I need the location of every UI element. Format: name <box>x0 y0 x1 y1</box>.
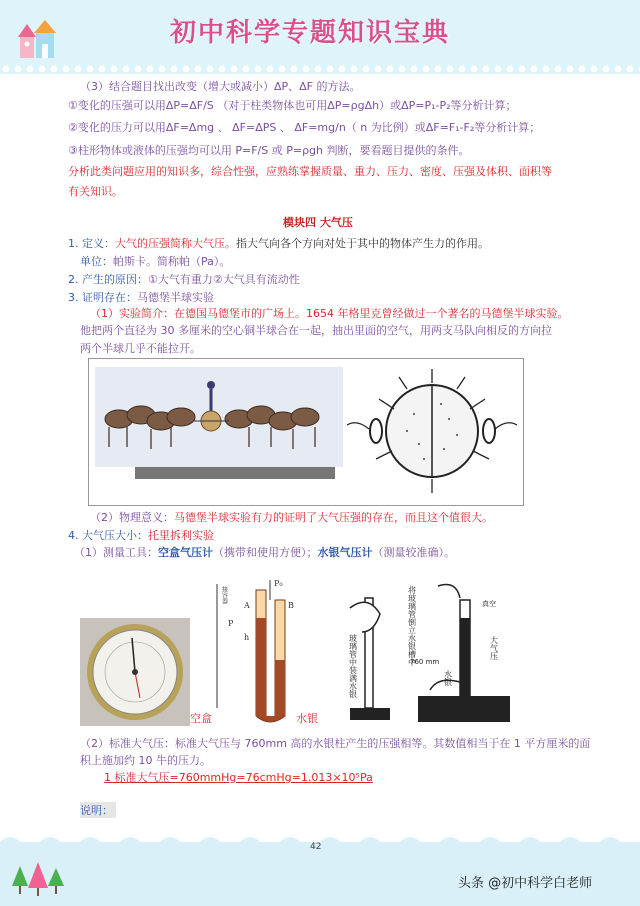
tool-line <box>74 545 455 561</box>
aneroid-label: 空盒 <box>190 712 212 725</box>
text-line: ①变化的压强可以用ΔP=ΔF/S （对于柱类物体也可用ΔP=ρgΔh）或ΔP=P₁-P₂等分析计算； <box>68 99 517 112</box>
text: ①大气有重力②大气具有流动性 <box>148 273 300 286</box>
text-line: 分析此类问题应用的知识多，综合性强，应熟练掌握质量、重力、压力、密度、压强及体积、面积等 <box>68 165 552 178</box>
page-number: 42 <box>310 842 322 852</box>
text: 大气的压强简称大气压。 <box>115 237 236 250</box>
barometer-figure <box>80 578 535 728</box>
house-logo-icon <box>14 14 62 64</box>
proof-line <box>68 290 214 306</box>
magdeburg-figure <box>88 358 524 506</box>
pour-label: 将玻璃管倒立水银槽中 <box>407 586 417 666</box>
mercury-label: 水银 <box>443 670 453 686</box>
text-line: ③柱形物体或液体的压强均可以用 P=F/S 或 P=ρgh 判断，要看题目提供的条件。 <box>68 144 470 157</box>
label: 1. 定义： <box>68 237 115 250</box>
vacuum-label: 真空 <box>482 600 496 608</box>
text: 水银气压计 <box>317 546 373 559</box>
text: 托里拆利实验 <box>148 529 214 542</box>
label: 单位： <box>80 255 113 268</box>
note-label: 说明： <box>80 804 113 817</box>
watermark: 头条 @初中科学白老师 <box>458 876 593 891</box>
label: 3. 证明存在： <box>68 291 137 304</box>
text-line: （3）结合题目找出改变（增大或减小）ΔP、ΔF 的方法。 <box>80 80 361 93</box>
b-label: B <box>288 601 294 610</box>
text-line: 积上施加约 10 牛的压力。 <box>80 754 211 767</box>
text-line: 他把两个直径为 30 多厘米的空心铜半球合在一起，抽出里面的空气，用两支马队向相反的方向拉 <box>80 324 552 337</box>
text-line: （2）标准大气压：标准大气压与 760mm 高的水银柱产生的压强相等。其数值相当于在 1 平方厘米的面 <box>80 737 591 750</box>
text: 马德堡半球实验有力的证明了大气压强的存在，而且这个值很大。 <box>174 511 493 524</box>
atm-label: 大气压 <box>489 636 499 660</box>
mm-label: 760 mm <box>410 658 440 666</box>
mercury-barometer-label: 水银 <box>296 712 318 725</box>
text-line: （1）实验简介：在德国马德堡市的广场上。1654 年格里克曾经做过一个著名的马德堡半球实验。 <box>90 307 569 320</box>
page-title: 初中科学专题知识宝典 <box>170 18 451 48</box>
a-label: A <box>244 601 250 610</box>
tree-icon <box>10 862 70 902</box>
size-line <box>68 528 214 544</box>
h-label: h <box>244 633 250 642</box>
text-line: 两个半球几乎不能拉开。 <box>80 342 201 355</box>
standard-atm-formula: 1 标准大气压=760mmHg=76cmHg=1.013×10⁵Pa <box>104 771 373 784</box>
unit-line <box>80 254 230 270</box>
magdeburg-illustration <box>89 359 523 505</box>
module-heading: 模块四 大气压 <box>283 216 353 229</box>
text: 帕斯卡。简称帕（Pa）。 <box>113 255 231 268</box>
header-dots <box>0 64 640 74</box>
text: 马德堡半球实验 <box>137 291 214 304</box>
fill-label: 玻璃管中装满水银 <box>348 634 358 698</box>
p0-label: P₀ <box>274 579 283 588</box>
label: 4. 大气压大小： <box>68 529 148 542</box>
label: （2）物理意义： <box>90 511 174 524</box>
label: 2. 产生的原因： <box>68 273 148 286</box>
p-label: P <box>228 619 234 628</box>
cause-line <box>68 272 300 288</box>
text: （测量较准确）。 <box>372 546 455 559</box>
page-header <box>0 0 640 74</box>
definition-line <box>68 236 489 252</box>
text: 指大气向各个方向对处于其中的物体产生力的作用。 <box>236 237 489 250</box>
text-line: 有关知识。 <box>68 185 123 198</box>
text-line: ②变化的压力可以用ΔF=Δmg 、 ΔF=ΔPS 、 ΔF=mg/n（ n 为比例）或ΔF=F₁-F₂等分析计算； <box>68 121 541 134</box>
meaning-line <box>90 510 493 526</box>
barometer-illustration <box>80 578 535 728</box>
text: 空盒气压计 <box>158 546 213 559</box>
container-label: 接容器 <box>220 586 228 604</box>
text: （携带和使用方便）； <box>213 546 318 559</box>
label: （1）测量工具： <box>74 546 158 559</box>
